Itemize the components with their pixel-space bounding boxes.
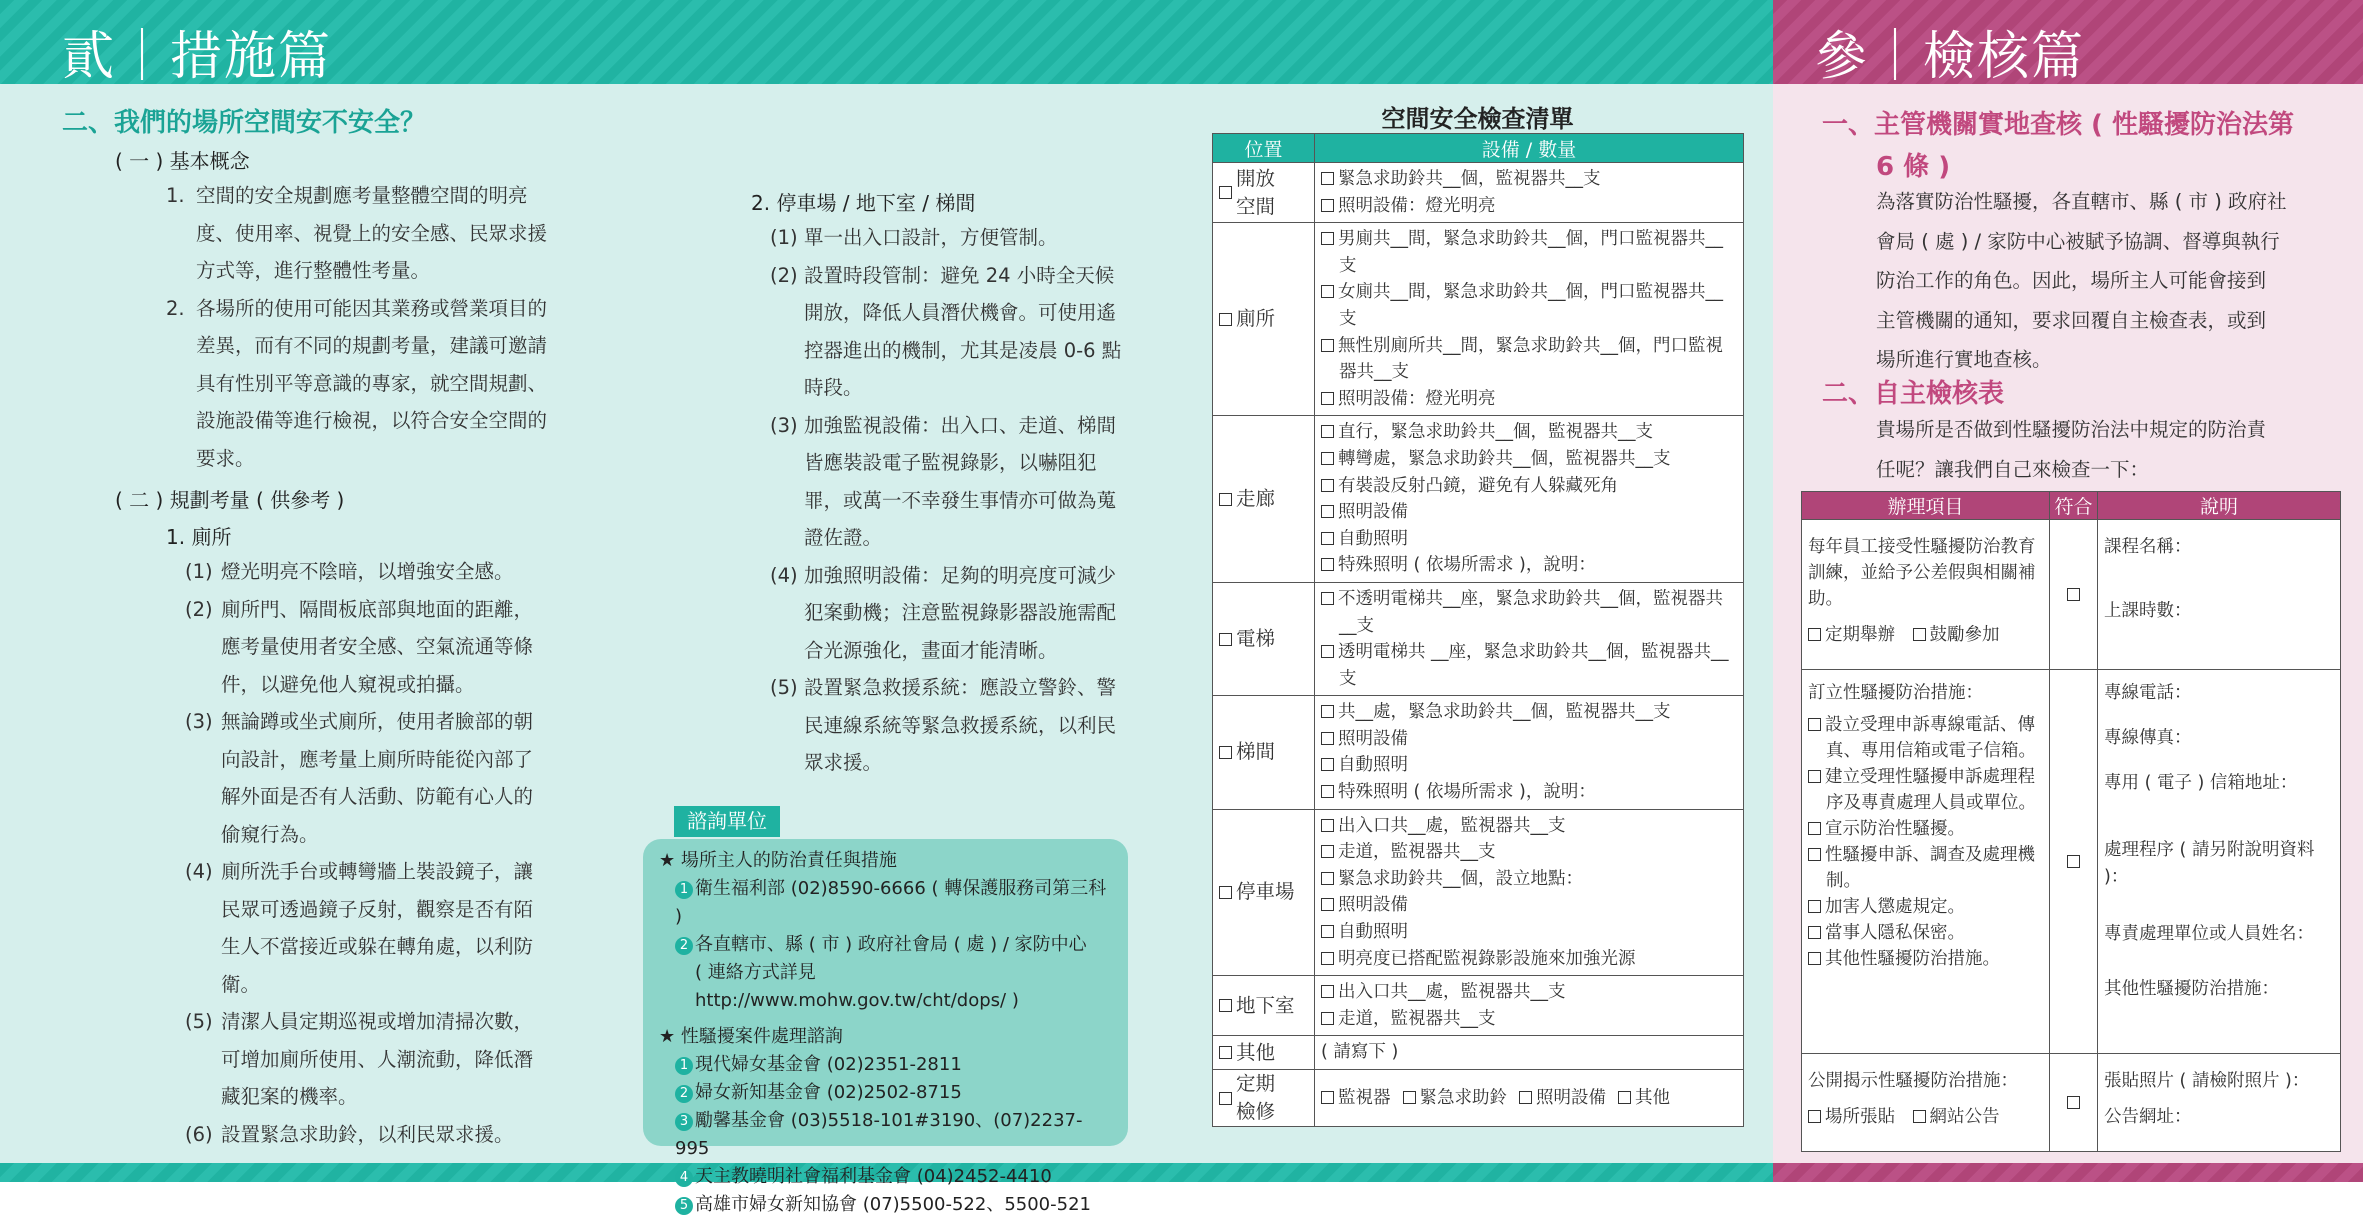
checkbox[interactable] — [1321, 505, 1334, 518]
match-cell — [2050, 670, 2098, 1054]
position-cell — [1213, 1070, 1315, 1127]
equipment-cell — [1315, 809, 1744, 976]
number-badge: 2 — [675, 1085, 693, 1103]
checkbox[interactable] — [1403, 1091, 1416, 1104]
checkbox[interactable] — [1321, 845, 1334, 858]
checklist-item: 自動照明 — [1321, 752, 1735, 779]
self-check-table — [1801, 491, 2341, 1152]
checkbox[interactable] — [1321, 452, 1334, 465]
toilet-list — [185, 553, 548, 1153]
position-label: 廁所 — [1236, 307, 1276, 331]
col-header-equipment: 設備 / 數量 — [1315, 134, 1744, 163]
planning-title: ( 二 ) 規劃考量 ( 供參考 ) — [115, 488, 345, 512]
checklist-item: 男廁共__間，緊急求助鈴共__個，門口監視器共__支 — [1321, 226, 1735, 279]
toilet-item: (2) 廁所門、隔間板底部與地面的距離，應考量使用者安全感、空氣流通等條件，以避免他人窺視或拍攝。 — [185, 597, 534, 696]
option-row: 場所張貼 網站公告 — [1808, 1104, 2043, 1130]
option-item: 建立受理性騷擾申訴處理程序及專責處理人員或單位。 — [1808, 764, 2043, 816]
position-cell — [1213, 809, 1315, 976]
desc-cell: 專線電話： 專線傳真： 專用 ( 電子 ) 信箱地址： 處理程序 ( 請另附說明資料 )： 專責處理單位或人員姓名： 其他性騷擾防治措施： — [2098, 670, 2341, 1054]
checklist-item: 明亮度已搭配監視錄影設施來加強光源 — [1321, 946, 1735, 973]
checklist-item: 不透明電梯共__座，緊急求助鈴共__個，監視器共__支 — [1321, 586, 1735, 639]
match-cell — [2050, 1054, 2098, 1152]
consult-tag: 諮詢單位 — [674, 806, 780, 837]
position-label: 電梯 — [1236, 627, 1276, 651]
checkbox[interactable] — [1321, 1012, 1334, 1025]
self-check-title: 二、自主檢核表 — [1822, 379, 2005, 409]
checkbox[interactable] — [1219, 493, 1232, 506]
checkbox[interactable] — [1321, 645, 1334, 658]
checkbox[interactable] — [1321, 732, 1334, 745]
checklist-item: 有裝設反射凸鏡，避免有人躲藏死角 — [1321, 473, 1735, 500]
checklist-row — [1213, 1036, 1744, 1070]
consult-item: 4 天主教曉明社會福利基金會 (04)2452-4410 — [659, 1163, 1112, 1191]
checklist-item: 緊急求助鈴共__個，監視器共__支 — [1321, 166, 1735, 193]
parking-item: (2) 設置時段管制：避免 24 小時全天候開放，降低人員潛伏機會。可使用遙控器進出的機制，尤其是凌晨 0-6 點時段。 — [770, 263, 1122, 399]
checkbox[interactable] — [1219, 186, 1232, 199]
number-badge: 5 — [675, 1197, 693, 1215]
checkbox[interactable] — [1321, 232, 1334, 245]
parking-item: (4) 加強照明設備：足夠的明亮度可減少犯案動機；注意監視錄影器設施需配合光源強化，畫面才能清晰。 — [770, 563, 1117, 662]
checkbox[interactable] — [1321, 898, 1334, 911]
checklist-item: 出入口共__處，監視器共__支 — [1321, 979, 1735, 1006]
option-row: 定期舉辦 鼓勵參加 — [1808, 622, 2043, 648]
inspection-title-line1: 一、主管機關實地查核 ( 性騷擾防治法第 — [1822, 110, 2294, 140]
col-header-match: 符合 — [2050, 492, 2098, 520]
right-header-title: 參｜檢核篇 — [1815, 27, 2086, 87]
inspection-title-line2: 6 條 ) — [1876, 152, 1951, 182]
position-label: 地下室 — [1236, 993, 1295, 1017]
equipment-cell — [1315, 416, 1744, 583]
number-badge: 1 — [675, 881, 693, 899]
checkbox[interactable] — [1321, 558, 1334, 571]
equipment-cell — [1315, 1036, 1744, 1070]
col-header-desc: 說明 — [2098, 492, 2341, 520]
match-checkbox[interactable] — [2067, 1096, 2080, 1109]
match-cell — [2050, 520, 2098, 670]
consult-item: 2 各直轄市、縣 ( 市 ) 政府社會局 ( 處 ) / 家防中心 — [659, 931, 1112, 959]
option-item: 性騷擾申訴、調查及處理機制。 — [1808, 842, 2043, 894]
parking-item: (5) 設置緊急救援系統：應設立警鈴、警民連線系統等緊急救援系統，以利民眾求援。 — [770, 676, 1117, 774]
parking-title: 2. 停車場 / 地下室 / 梯間 — [751, 191, 976, 215]
checkbox[interactable] — [1808, 822, 1821, 835]
checkbox[interactable] — [1219, 999, 1232, 1012]
checklist-row — [1213, 416, 1744, 583]
checklist-item: 走道，監視器共__支 — [1321, 1006, 1735, 1033]
checkbox[interactable] — [1321, 532, 1334, 545]
checkbox[interactable] — [1913, 1110, 1926, 1123]
position-label: 梯間 — [1236, 740, 1276, 764]
checklist-row — [1213, 696, 1744, 809]
checklist-item: 特殊照明 ( 依場所需求 )，說明： — [1321, 552, 1735, 579]
checklist-row — [1213, 976, 1744, 1036]
checkbox[interactable] — [1219, 746, 1232, 759]
item-cell — [1802, 1054, 2050, 1152]
self-check-table-wrap — [1801, 491, 2341, 1152]
option-list — [1808, 712, 2043, 972]
checkbox[interactable] — [1321, 199, 1334, 212]
position-label: 其他 — [1236, 1040, 1276, 1064]
checklist-table-wrap — [1212, 133, 1744, 1127]
checkbox[interactable] — [1321, 925, 1334, 938]
checkbox[interactable] — [1808, 770, 1821, 783]
checklist-item: 特殊照明 ( 依場所需求 )，說明： — [1321, 779, 1735, 806]
inspection-text: 為落實防治性騷擾，各直轄市、縣 ( 市 ) 政府社 會局 ( 處 ) / 家防中心被賦予協調、督導與執行 防治工作的角色。因此，場所主人可能會接到 主管機關的通知，要求回覆自主檢查表，或到 場所進行實地查核。 — [1876, 190, 2287, 371]
checklist-item: 自動照明 — [1321, 919, 1735, 946]
parking-list — [770, 219, 1132, 782]
checkbox[interactable] — [1321, 479, 1334, 492]
checklist-row — [1213, 809, 1744, 976]
option-item: 宣示防治性騷擾。 — [1808, 816, 2043, 842]
toilet-title: 1. 廁所 — [166, 525, 232, 549]
checklist-item: 照明設備 — [1321, 892, 1735, 919]
toilet-item: (5) 清潔人員定期巡視或增加清掃次數，可增加廁所使用、人潮流動，降低潛藏犯案的機率。 — [185, 1010, 534, 1108]
checkbox[interactable] — [1321, 952, 1334, 965]
inline-option: 照明設備 — [1536, 1087, 1606, 1108]
consult-item: 2 婦女新知基金會 (02)2502-8715 — [659, 1079, 1112, 1107]
checkbox[interactable] — [1808, 900, 1821, 913]
checklist-row — [1213, 163, 1744, 223]
self-check-text: 貴場所是否做到性騷擾防治法中規定的防治責 任呢？讓我們自己來檢查一下： — [1876, 418, 2267, 481]
checklist-item: 直行，緊急求助鈴共__個，監視器共__支 — [1321, 419, 1735, 446]
checkbox[interactable] — [1321, 758, 1334, 771]
table-row — [1802, 670, 2341, 1054]
option-item: 設立受理申訴專線電話、傳真、專用信箱或電子信箱。 — [1808, 712, 2043, 764]
item-text: 公開揭示性騷擾防治措施： — [1808, 1071, 2018, 1091]
consult-group2-title: ★ 性騷擾案件處理諮詢 — [659, 1026, 843, 1047]
checkbox[interactable] — [1321, 872, 1334, 885]
desc-cell: 課程名稱： 上課時數： — [2098, 520, 2341, 670]
inline-option: 監視器 — [1338, 1087, 1391, 1108]
checkbox[interactable] — [1219, 886, 1232, 899]
desc-cell: 張貼照片 ( 請檢附照片 )： 公告網址： — [2098, 1054, 2341, 1152]
checkbox[interactable] — [1321, 392, 1334, 405]
consult-group1-title: ★ 場所主人的防治責任與措施 — [659, 850, 897, 871]
toilet-item: (1) 燈光明亮不陰暗，以增強安全感。 — [185, 560, 514, 583]
position-cell — [1213, 1036, 1315, 1070]
checklist-item: 共__處，緊急求助鈴共__個，監視器共__支 — [1321, 699, 1735, 726]
position-cell — [1213, 976, 1315, 1036]
checklist-row — [1213, 223, 1744, 416]
checkbox[interactable] — [1321, 705, 1334, 718]
item-cell — [1802, 670, 2050, 1054]
checkbox[interactable] — [1808, 952, 1821, 965]
checkbox[interactable] — [1219, 1092, 1232, 1105]
checklist-item: 女廁共__間，緊急求助鈴共__個，門口監視器共__支 — [1321, 279, 1735, 332]
equipment-cell — [1315, 223, 1744, 416]
checklist-title: 空間安全檢查清單 — [1381, 105, 1574, 133]
checklist-item: 照明設備：燈光明亮 — [1321, 193, 1735, 220]
checklist-row — [1213, 1070, 1744, 1127]
toilet-item: (6) 設置緊急求助鈴，以利民眾求援。 — [185, 1122, 514, 1146]
checkbox[interactable] — [1321, 785, 1334, 798]
equipment-cell — [1315, 163, 1744, 223]
position-cell — [1213, 696, 1315, 809]
col-header-item: 辦理項目 — [1802, 492, 2050, 520]
equipment-cell — [1315, 976, 1744, 1036]
checkbox[interactable] — [1321, 172, 1334, 185]
number-badge: 3 — [675, 1113, 693, 1131]
checkbox[interactable] — [1321, 985, 1334, 998]
consult-note: ( 連絡方式詳見 http://www.mohw.gov.tw/cht/dops/ ) — [695, 962, 1019, 1011]
checklist-item: 走道，監視器共__支 — [1321, 839, 1735, 866]
checkbox[interactable] — [1321, 819, 1334, 832]
checklist-item: 照明設備 — [1321, 499, 1735, 526]
option-item: 其他性騷擾防治措施。 — [1808, 946, 2043, 972]
toilet-item: (3) 無論蹲或坐式廁所，使用者臉部的朝向設計，應考量上廁所時能從內部了解外面是否有人活動、防範有心人的偷窺行為。 — [185, 710, 534, 846]
position-label: 停車場 — [1236, 880, 1295, 904]
match-checkbox[interactable] — [2067, 588, 2080, 601]
basic-item: 2. 各場所的使用可能因其業務或營業項目的差異，而有不同的規劃考量，建議可邀請具有性別平等意識的專家，就空間規劃、設施設備等進行檢視，以符合安全空間的要求。 — [166, 296, 548, 470]
checkbox[interactable] — [1913, 628, 1926, 641]
position-label: 開放空間 — [1236, 166, 1276, 218]
write-in-hint: ( 請寫下 ) — [1321, 1042, 1399, 1063]
number-badge: 4 — [675, 1169, 693, 1187]
checkbox[interactable] — [1808, 1110, 1821, 1123]
checkbox[interactable] — [1321, 339, 1334, 352]
equipment-cell — [1315, 696, 1744, 809]
checklist-item: 透明電梯共 __座，緊急求助鈴共__個，監視器共__支 — [1321, 639, 1735, 692]
checklist-row — [1213, 582, 1744, 695]
item-text: 訂立性騷擾防治措施： — [1808, 683, 1983, 703]
position-label: 走廊 — [1236, 487, 1276, 511]
checklist-item: 緊急求助鈴共__個，設立地點： — [1321, 866, 1735, 893]
consult-item: 1 衛生福利部 (02)8590-6666 ( 轉保護服務司第三科 ) — [675, 878, 1107, 927]
checkbox[interactable] — [1519, 1091, 1532, 1104]
parking-item: (3) 加強監視設備：出入口、走道、梯間皆應裝設電子監視錄影，以嚇阻犯罪，或萬一不幸發生事情亦可做為蒐證佐證。 — [770, 413, 1117, 549]
match-checkbox[interactable] — [2067, 855, 2080, 868]
consult-item: 1 現代婦女基金會 (02)2351-2811 — [659, 1051, 1112, 1079]
equipment-cell — [1315, 1070, 1744, 1127]
option-item: 當事人隱私保密。 — [1808, 920, 2043, 946]
basic-concepts-title: ( 一 ) 基本概念 — [115, 149, 250, 173]
checkbox[interactable] — [1321, 592, 1334, 605]
toilet-item: (4) 廁所洗手台或轉彎牆上裝設鏡子，讓民眾可透過鏡子反射，觀察是否有陌生人不當接近或躲在轉角處，以利防衛。 — [185, 860, 534, 996]
basic-concepts-list — [166, 177, 548, 477]
position-label: 定期檢修 — [1236, 1072, 1276, 1123]
consult-item: 5 高雄市婦女新知協會 (07)5500-522、5500-521 — [659, 1191, 1112, 1219]
inline-option: 其他 — [1635, 1087, 1670, 1108]
position-cell — [1213, 163, 1315, 223]
checkbox[interactable] — [1808, 848, 1821, 861]
position-cell — [1213, 582, 1315, 695]
checklist-item: 轉彎處，緊急求助鈴共__個，監視器共__支 — [1321, 446, 1735, 473]
option-item: 加害人懲處規定。 — [1808, 894, 2043, 920]
checklist-table — [1212, 133, 1744, 1127]
number-badge: 1 — [675, 1057, 693, 1075]
checkbox[interactable] — [1321, 1091, 1334, 1104]
checklist-item: 出入口共__處，監視器共__支 — [1321, 813, 1735, 840]
basic-item: 1. 空間的安全規劃應考量整體空間的明亮度、使用率、視覺上的安全感、民眾求援方式等，進行整體性考量。 — [166, 184, 548, 282]
position-cell — [1213, 223, 1315, 416]
checkbox[interactable] — [1219, 313, 1232, 326]
inline-option: 緊急求助鈴 — [1419, 1087, 1507, 1108]
checkbox[interactable] — [1219, 633, 1232, 646]
checklist-item: 照明設備：燈光明亮 — [1321, 386, 1735, 413]
checkbox[interactable] — [1321, 425, 1334, 438]
section2-title: 二、我們的場所空間安不安全？ — [62, 108, 427, 138]
right-footer-bar — [1773, 1163, 2363, 1182]
number-badge: 2 — [675, 937, 693, 955]
checklist-item: 照明設備 — [1321, 726, 1735, 753]
checklist-item: 自動照明 — [1321, 526, 1735, 553]
table-row — [1802, 520, 2341, 670]
checkbox[interactable] — [1808, 628, 1821, 641]
checkbox[interactable] — [1219, 1046, 1232, 1059]
checklist-item: 無性別廁所共__間，緊急求助鈴共__個，門口監視器共__支 — [1321, 333, 1735, 386]
checkbox[interactable] — [1808, 718, 1821, 731]
table-row — [1802, 1054, 2341, 1152]
item-text: 每年員工接受性騷擾防治教育訓練，並給予公差假與相關補助。 — [1808, 537, 2036, 609]
checkbox[interactable] — [1618, 1091, 1631, 1104]
consult-item: 3 勵馨基金會 (03)5518-101#3190、(07)2237-995 — [675, 1110, 1083, 1159]
checkbox[interactable] — [1321, 285, 1334, 298]
item-cell — [1802, 520, 2050, 670]
position-cell — [1213, 416, 1315, 583]
checkbox[interactable] — [1808, 926, 1821, 939]
parking-item: (1) 單一出入口設計，方便管制。 — [770, 226, 1058, 249]
left-header-title: 貳｜措施篇 — [62, 27, 333, 87]
col-header-position: 位置 — [1213, 134, 1315, 163]
equipment-cell — [1315, 582, 1744, 695]
consult-box — [643, 839, 1128, 1215]
